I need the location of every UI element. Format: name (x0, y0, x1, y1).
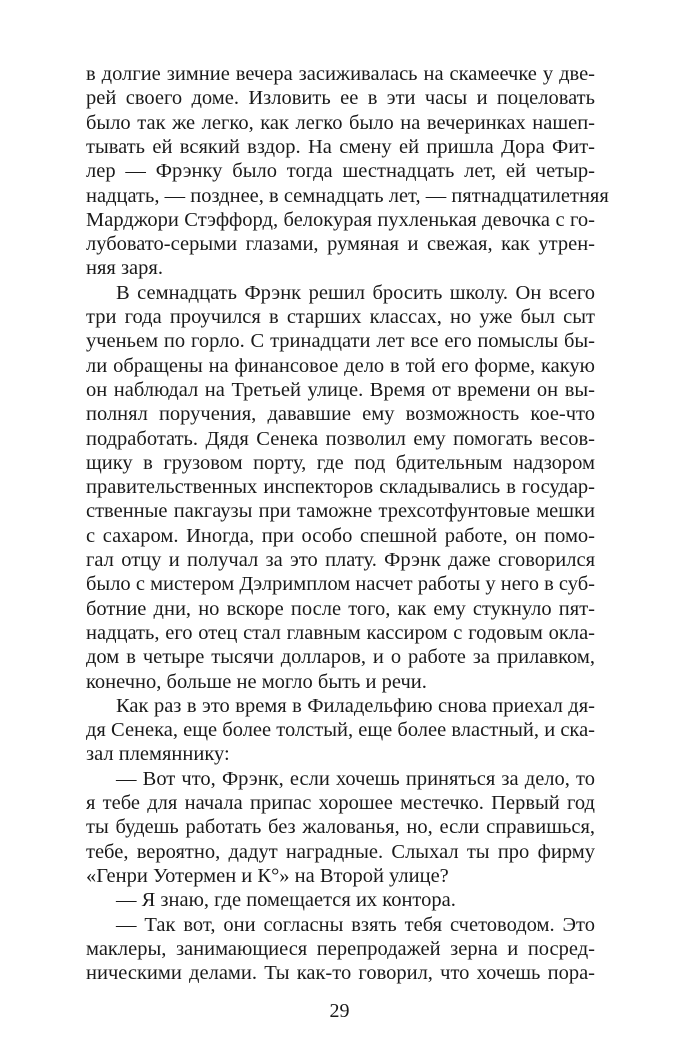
text-line: В семнадцать Фрэнк решил бросить школу. Он всего (116, 281, 595, 304)
text-line: Как раз в это время в Филадельфию снова приехал дя- (116, 694, 595, 717)
text-line: правительственных инспекторов складывались в государ- (86, 476, 595, 499)
page-number: 29 (329, 1000, 350, 1023)
text-line: он наблюдал на Третьей улице. Время от времени он вы- (86, 378, 595, 401)
text-line: Марджори Стэффорд, белокурая пухленькая девочка с го- (86, 208, 595, 231)
text-line: конечно, больше не могло быть и речи. (86, 670, 427, 693)
text-line: ученьем по горло. С тринадцати лет все его помыслы бы- (86, 330, 595, 353)
text-line: было так же легко, как легко было на вечеринках нашеп- (86, 111, 595, 134)
text-line: — Так вот, они согласны взять тебя счетоводом. Это (116, 913, 595, 936)
text-line: щику в грузовом порту, где под бдительным надзором (86, 451, 595, 474)
text-line: рей своего доме. Изловить ее в эти часы и поцеловать (86, 87, 595, 110)
text-line: в долгие зимние вечера засиживалась на скамеечке у две- (86, 63, 595, 85)
text-line: я тебе для начала припас хорошее местечко. Первый год (86, 792, 595, 814)
text-line: дом в четыре тысячи долларов, и о работе за прилавком, (86, 646, 595, 669)
text-line: полнял поручения, дававшие ему возможность кое-что (86, 403, 595, 426)
text-line: ботние дни, но вскоре после того, как ему стукнуло пят- (86, 597, 595, 620)
text-line: ли обращены на финансовое дело в той его форме, какую (86, 354, 595, 377)
text-line: ты будешь работать без жалованья, но, если справишься, (86, 816, 595, 839)
text-line: няя заря. (86, 257, 163, 280)
text-line: зал племяннику: (86, 743, 230, 766)
text-line: гал отцу и получал за это плату. Фрэнк даже сговорился (86, 549, 595, 571)
text-line: — Я знаю, где помещается их контора. (116, 889, 456, 912)
text-line: ственные пакгаузы при таможне трехсотфунтовые мешки (86, 500, 595, 523)
text-line: подработать. Дядя Сенека позволил ему помогать весов- (86, 427, 595, 450)
text-line: лубовато-серыми глазами, румяная и свежая, как утрен- (86, 233, 595, 256)
text-line: маклеры, занимающиеся перепродажей зерна и посред- (86, 937, 595, 960)
text-line: тебе, вероятно, дадут наградные. Слыхал ты про фирму (86, 840, 595, 863)
text-line: три года проучился в старших классах, но уже был сыт (86, 306, 595, 328)
text-line: с сахаром. Иногда, при особо спешной работе, он помо- (86, 524, 595, 547)
text-line: — Вот что, Фрэнк, если хочешь приняться за дело, то (116, 767, 595, 790)
text-line: ническими делами. Ты как-то говорил, что хочешь пора- (86, 962, 595, 985)
text-line: тывать ей всякий вздор. На смену ей пришла Дора Фит- (86, 135, 595, 158)
text-line: лер — Фрэнку было тогда шестнадцать лет, ей четыр- (86, 160, 595, 183)
text-line: дя Сенека, еще более толстый, еще более властный, и ска- (86, 719, 595, 742)
text-line: «Генри Уотермен и К°» на Второй улице? (86, 864, 449, 887)
text-line: было с мистером Дэлримплом насчет работы у него в суб- (86, 573, 595, 596)
text-line: надцать, его отец стал главным кассиром с годовым окла- (86, 621, 595, 644)
text-line: надцать, — позднее, в семнадцать лет, — пятнадцатилетняя (86, 184, 609, 207)
